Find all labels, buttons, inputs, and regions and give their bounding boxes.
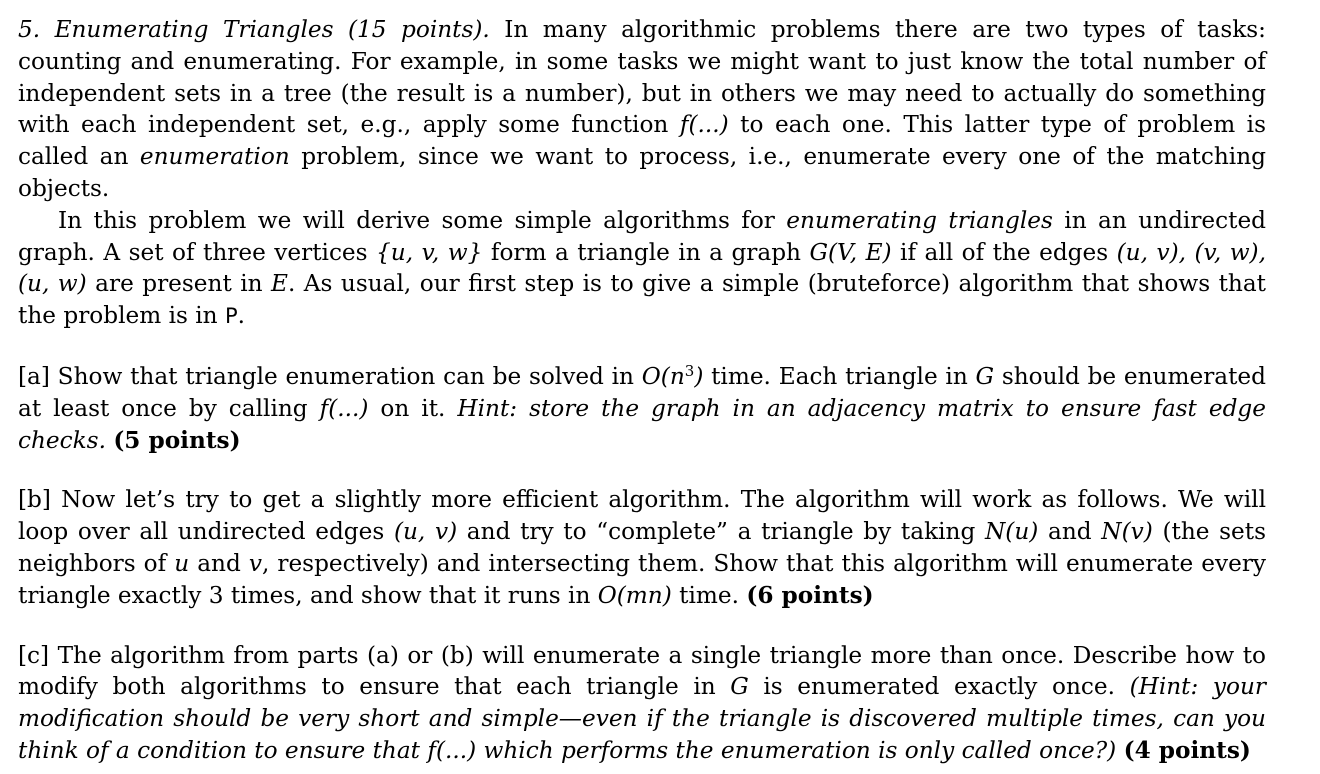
part-c-text-2: is enumerated exactly once. bbox=[748, 673, 1130, 701]
part-b-bound: O(mn) bbox=[597, 581, 672, 609]
intro-text-3: problem, since we want to process, i.e., enumerate every one of the matching objects. bbox=[18, 143, 1266, 202]
part-a-text-3: should be enumerated at least once by calling bbox=[18, 362, 1266, 422]
enumerating-triangles-term: enumerating triangles bbox=[786, 206, 1053, 234]
part-c-points: (4 points) bbox=[1123, 736, 1251, 764]
part-b-text-7: time. bbox=[671, 581, 747, 609]
part-b-vertex-v: v bbox=[248, 549, 262, 577]
part-a-graph: G bbox=[975, 362, 995, 390]
part-b-neighbors-u: N(u) bbox=[985, 518, 1039, 546]
part-c-paragraph bbox=[18, 640, 1266, 767]
part-b-text-2: and try to “complete” a triangle by taking bbox=[457, 518, 985, 546]
part-c-hint-1: (Hint: your modification should be very short and simple—even if the triangle is discovered multiple times, can you think of a condition to ensure that bbox=[18, 673, 1266, 764]
part-c-hint-2: which performs the enumeration is only called once?) bbox=[476, 736, 1117, 764]
part-b-neighbors-v: N(v) bbox=[1101, 518, 1153, 546]
part-b-points: (6 points) bbox=[746, 581, 874, 609]
part-c-graph: G bbox=[730, 673, 749, 701]
part-b-vertex-u: u bbox=[174, 549, 190, 577]
problem-title: 5. Enumerating Triangles (15 points). bbox=[18, 16, 490, 43]
setup-text-3: form a triangle in a graph bbox=[482, 238, 810, 266]
part-b-text-3: and bbox=[1038, 518, 1102, 546]
edge-list: (u, v), (v, w), (u, w) bbox=[18, 238, 1266, 298]
part-c-spacer bbox=[1116, 737, 1123, 764]
setup-text-7: . bbox=[237, 302, 246, 330]
part-b-text-6: , respectively) and intersecting them. Show that this algorithm will enumerate every triangle exactly 3 times, and show that it runs in bbox=[18, 549, 1267, 609]
setup-text-1: In this problem we will derive some simple algorithms for bbox=[58, 206, 787, 234]
part-c-label: [c] bbox=[18, 641, 50, 669]
intro-text-1: In many algorithmic problems there are two types of tasks: counting and enumerating. For example, in some tasks we might want to just know the total number of independent sets in a tree (the result is a number), but in others we may need to actually do something with each independent set, e.g., apply some function bbox=[18, 16, 1266, 139]
setup-text-5: are present in bbox=[86, 270, 272, 298]
part-a-paragraph bbox=[18, 361, 1266, 456]
complexity-class: P bbox=[224, 304, 238, 329]
part-c-function: f(...) bbox=[427, 736, 477, 764]
setup-paragraph bbox=[18, 205, 1266, 333]
part-a-bound-exponent: 3 bbox=[684, 361, 695, 380]
part-a-text-2: time. Each triangle in bbox=[703, 362, 976, 390]
part-a-bound-base: O(n bbox=[641, 362, 685, 390]
part-b-text-1: Now let’s try to get a slightly more efficient algorithm. The algorithm will work as follows. We will loop over all undirected edges bbox=[18, 486, 1266, 546]
setup-text-6: . As usual, our first step is to give a simple (bruteforce) algorithm that shows that the problem is in bbox=[18, 270, 1266, 330]
setup-text-2: in an undirected graph. A set of three vertices bbox=[18, 206, 1267, 266]
part-b-text-4: (the sets neighbors of bbox=[18, 518, 1267, 577]
setup-text-4: if all of the edges bbox=[891, 238, 1117, 266]
part-c-text-1: The algorithm from parts (a) or (b) will enumerate a single triangle more than once. Describe how to modify both algorithms to ensure that each triangle in bbox=[18, 641, 1266, 701]
part-a-points: (5 points) bbox=[113, 426, 241, 454]
part-a-hint: Hint: store the graph in an adjacency matrix to ensure fast edge checks. bbox=[18, 394, 1266, 454]
part-a-function: f(...) bbox=[319, 394, 369, 422]
edge-set: E bbox=[271, 270, 288, 298]
graph-notation: G(V, E) bbox=[809, 238, 892, 266]
enumeration-term: enumeration bbox=[139, 143, 290, 171]
part-a-bound-close: ) bbox=[694, 362, 704, 390]
vertex-set: {u, v, w} bbox=[376, 238, 483, 266]
problem-document bbox=[18, 14, 1266, 767]
part-b-label: [b] bbox=[18, 486, 51, 514]
part-a-label: [a] bbox=[18, 362, 50, 390]
part-b-paragraph bbox=[18, 484, 1266, 611]
intro-paragraph bbox=[18, 14, 1266, 205]
part-b-edge: (u, v) bbox=[393, 518, 458, 546]
intro-text-2: to each one. This latter type of problem is called an bbox=[18, 111, 1266, 171]
part-b-text-5: and bbox=[189, 549, 249, 577]
function-notation: f(...) bbox=[679, 111, 729, 139]
part-a-text-4: on it. bbox=[368, 394, 458, 422]
part-a-text-1: Show that triangle enumeration can be solved in bbox=[49, 362, 642, 390]
